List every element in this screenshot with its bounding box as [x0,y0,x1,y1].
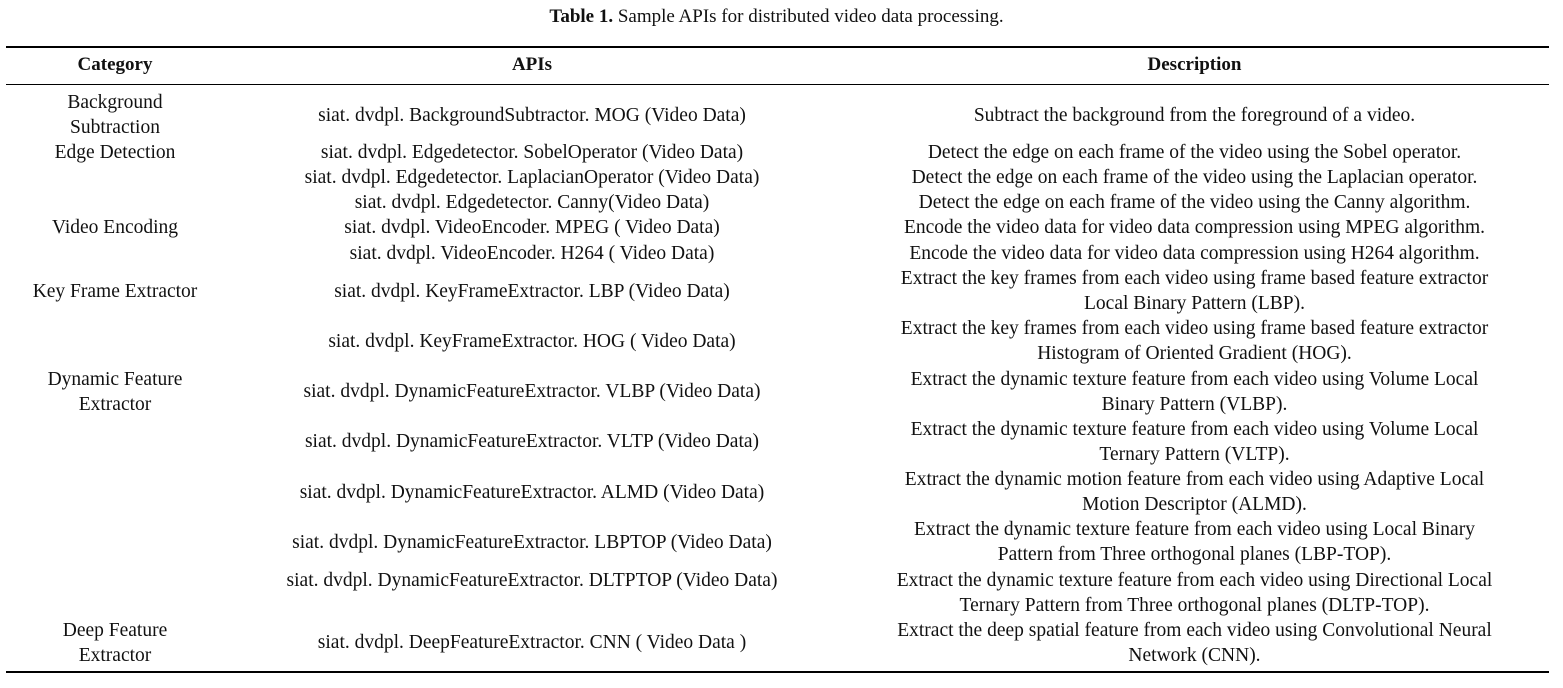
bottom-rule [6,671,1549,673]
category-background-subtraction [6,90,224,140]
description-cell [840,316,1549,366]
category-key-frame-extractor [6,279,224,304]
description-line: Local Binary Pattern (LBP). [1084,293,1305,314]
description-line: Network (CNN). [1128,645,1261,666]
category-line: Video Encoding [51,217,179,238]
description-cell [840,568,1549,618]
description-line: Motion Descriptor (ALMD). [1082,494,1307,515]
description-line: Detect the edge on each frame of the video using the Laplacian operator. [911,167,1478,188]
caption-label: Table 1. [549,6,614,27]
description-cell [840,266,1549,316]
header-apis: APIs [511,54,553,75]
description-line: Ternary Pattern (VLTP). [1099,444,1290,465]
api-cell: siat. dvdpl. Edgedetector. SobelOperator (Video Data) [320,142,744,163]
description-line: Extract the deep spatial feature from each video using Convolutional Neural [897,620,1492,641]
category-line: Extractor [78,394,152,415]
table-caption [0,5,1553,29]
description-line: Detect the edge on each frame of the video using the Sobel operator. [927,142,1462,163]
api-cell: siat. dvdpl. BackgroundSubtractor. MOG (Video Data) [318,105,746,126]
description-line: Detect the edge on each frame of the video using the Canny algorithm. [918,192,1471,213]
header-rule [6,84,1549,85]
header-category: Category [77,54,153,75]
category-line: Edge Detection [54,142,176,163]
category-line: Background [67,92,163,113]
description-line: Extract the dynamic texture feature from each video using Local Binary [914,519,1475,540]
api-cell: siat. dvdpl. KeyFrameExtractor. HOG ( Video Data) [328,331,736,352]
api-cell: siat. dvdpl. DynamicFeatureExtractor. VLTP (Video Data) [304,431,760,452]
description-cell [840,517,1549,567]
api-cell: siat. dvdpl. DeepFeatureExtractor. CNN ( Video Data ) [317,632,747,653]
description-line: Encode the video data for video data compression using H264 algorithm. [909,243,1480,264]
description-cell [840,467,1549,517]
description-line: Ternary Pattern from Three orthogonal planes (DLTP-TOP). [959,595,1430,616]
description-cell [840,417,1549,467]
category-line: Subtraction [70,117,160,138]
category-line: Deep Feature [62,620,168,641]
api-cell: siat. dvdpl. KeyFrameExtractor. LBP (Video Data) [334,281,730,302]
description-cell [840,618,1549,668]
category-edge-detection [6,140,224,165]
api-cell: siat. dvdpl. DynamicFeatureExtractor. LBPTOP (Video Data) [292,532,772,553]
description-cell [840,103,1549,128]
api-cell: siat. dvdpl. DynamicFeatureExtractor. ALMD (Video Data) [299,482,765,503]
caption-text: Sample APIs for distributed video data processing. [617,6,1004,27]
api-cell: siat. dvdpl. DynamicFeatureExtractor. VLBP (Video Data) [303,381,761,402]
description-line: Extract the dynamic texture feature from each video using Volume Local [910,369,1479,390]
top-rule [6,46,1549,48]
category-deep-feature-extractor [6,618,224,668]
header-description: Description [1147,54,1242,75]
description-cell [840,140,1549,165]
category-line: Dynamic Feature [47,369,183,390]
description-line: Extract the dynamic motion feature from each video using Adaptive Local [904,469,1485,490]
category-dynamic-feature-extractor [6,367,224,417]
description-cell [840,241,1549,266]
api-cell: siat. dvdpl. VideoEncoder. MPEG ( Video Data) [344,217,720,238]
description-line: Extract the key frames from each video using frame based feature extractor [900,318,1489,339]
description-line: Extract the dynamic texture feature from each video using Directional Local [896,570,1493,591]
description-line: Pattern from Three orthogonal planes (LBP-TOP). [997,544,1392,565]
description-line: Subtract the background from the foreground of a video. [973,105,1416,126]
api-cell: siat. dvdpl. DynamicFeatureExtractor. DLTPTOP (Video Data) [286,570,778,591]
api-cell: siat. dvdpl. Edgedetector. Canny(Video Data) [354,192,710,213]
category-line: Extractor [78,645,152,666]
description-cell [840,190,1549,215]
description-cell [840,367,1549,417]
api-cell: siat. dvdpl. VideoEncoder. H264 ( Video Data) [349,243,715,264]
description-line: Extract the key frames from each video using frame based feature extractor [900,268,1489,289]
description-line: Histogram of Oriented Gradient (HOG). [1037,343,1352,364]
description-line: Encode the video data for video data compression using MPEG algorithm. [903,217,1486,238]
description-line: Extract the dynamic texture feature from each video using Volume Local [910,419,1479,440]
api-cell: siat. dvdpl. Edgedetector. LaplacianOperator (Video Data) [304,167,760,188]
category-line: Key Frame Extractor [32,281,198,302]
description-cell [840,215,1549,240]
description-line: Binary Pattern (VLBP). [1101,394,1288,415]
category-video-encoding [6,215,224,240]
description-cell [840,165,1549,190]
